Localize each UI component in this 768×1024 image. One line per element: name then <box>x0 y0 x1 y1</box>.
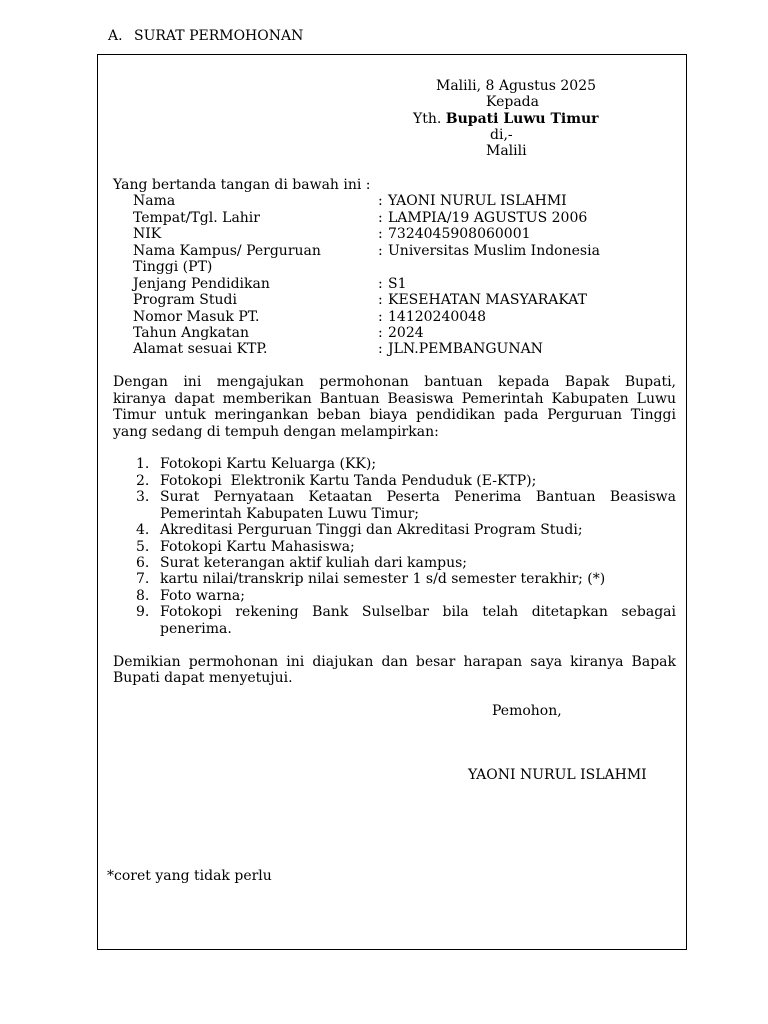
honorific: Yth. <box>413 110 442 127</box>
field-program <box>133 292 676 308</box>
field-label: Nomor Masuk PT. <box>133 308 260 325</box>
recipient-city: Malili <box>486 143 527 160</box>
list-item <box>136 539 676 555</box>
field-separator: : <box>378 324 383 341</box>
list-item-number: 1. <box>136 456 150 473</box>
field-name <box>133 193 676 209</box>
section-title: SURAT PERMOHONAN <box>134 28 304 44</box>
list-item-text: Surat keterangan aktif kuliah dari kampus; <box>160 555 467 572</box>
field-label: Jenjang Pendidikan <box>133 275 270 292</box>
field-value: Universitas Muslim Indonesia <box>388 242 600 259</box>
field-label: Nama <box>133 193 176 210</box>
recipient-line <box>98 111 686 127</box>
list-item <box>136 489 676 522</box>
intro-line: Yang bertanda tangan di bawah ini : <box>113 177 371 193</box>
field-address <box>133 341 676 357</box>
letter-body <box>113 177 676 719</box>
field-label: Program Studi <box>133 292 237 309</box>
field-value: YAONI NURUL ISLAHMI <box>388 193 567 210</box>
paragraph-line: yang sedang di tempuh dengan melampirkan: <box>113 423 439 440</box>
applicant-fields <box>113 193 676 357</box>
signature-name: YAONI NURUL ISLAHMI <box>468 767 647 783</box>
closing-paragraph <box>113 654 676 687</box>
list-item <box>136 571 676 587</box>
field-separator: : <box>378 242 383 259</box>
field-nik <box>133 226 676 242</box>
field-value: 2024 <box>388 324 424 341</box>
field-year <box>133 325 676 341</box>
list-item-number: 9. <box>136 604 150 621</box>
field-level <box>133 276 676 292</box>
list-item-number: 7. <box>136 571 150 588</box>
footnote: *coret yang tidak perlu <box>107 868 272 884</box>
place-date: Malili, 8 Agustus 2025 <box>436 78 597 94</box>
paragraph-line: Demikian permohonan ini diajukan dan besar harapan saya kiranya Bapak <box>113 653 676 670</box>
list-item-number: 8. <box>136 587 150 604</box>
letter-header <box>98 78 686 159</box>
signature-label: Pemohon, <box>492 702 562 719</box>
paragraph-line: Bupati dapat menyetujui. <box>113 670 293 687</box>
paragraph-line: kiranya dapat memberikan Bantuan Beasiswa Pemerintah Kabupaten Luwu <box>113 390 676 407</box>
list-item-text: Fotokopi Elektronik Kartu Tanda Penduduk (E-KTP); <box>160 472 537 489</box>
list-item-number: 4. <box>136 522 150 539</box>
section-label: A. <box>108 28 123 44</box>
field-label: Tempat/Tgl. Lahir <box>133 209 260 226</box>
field-value: JLN.PEMBANGUNAN <box>388 341 543 358</box>
request-paragraph <box>113 374 676 440</box>
field-separator: : <box>378 226 383 243</box>
recipient-at: di,- <box>490 126 513 143</box>
field-campus <box>133 243 676 276</box>
blank-line <box>113 687 676 703</box>
field-separator: : <box>378 341 383 358</box>
list-item-text: Surat Pernyataan Ketaatan Peserta Penerima Bantuan Beasiswa Pemerintah Kabupaten Luwu Timur; <box>160 489 676 522</box>
field-label: NIK <box>133 226 162 243</box>
list-item-text: Fotokopi rekening Bank Sulselbar bila telah ditetapkan sebagai penerima. <box>160 604 676 637</box>
addressee: Bupati Luwu Timur <box>445 110 599 127</box>
paragraph-line: Timur untuk meringankan beban biaya pendidikan pada Perguruan Tinggi <box>113 407 676 424</box>
list-item-number: 2. <box>136 472 150 489</box>
section-heading <box>108 28 303 44</box>
field-value: LAMPIA/19 AGUSTUS 2006 <box>388 209 588 226</box>
blank-line <box>113 440 676 456</box>
list-item <box>136 473 676 489</box>
list-item-number: 3. <box>136 489 150 506</box>
list-item <box>136 522 676 538</box>
list-item <box>136 588 676 604</box>
field-label: Tahun Angkatan <box>133 324 250 341</box>
attachment-list <box>113 456 676 637</box>
blank-line <box>113 358 676 374</box>
field-value: 7324045908060001 <box>388 226 531 243</box>
list-item-number: 6. <box>136 555 150 572</box>
field-value: S1 <box>388 275 407 292</box>
list-item <box>136 456 676 472</box>
field-label: Alamat sesuai KTP. <box>133 341 268 358</box>
recipient-intro: Kepada <box>486 94 539 111</box>
list-item-text: kartu nilai/transkrip nilai semester 1 s/d semester terakhir; (*) <box>160 571 606 588</box>
list-item-text: Fotokopi Kartu Keluarga (KK); <box>160 456 377 473</box>
list-item-text: Foto warna; <box>160 587 245 604</box>
field-separator: : <box>378 308 383 325</box>
field-value: 14120240048 <box>388 308 486 325</box>
field-student-number <box>133 309 676 325</box>
list-item <box>136 555 676 571</box>
paragraph-line: Dengan ini mengajukan permohonan bantuan kepada Bapak Bupati, <box>113 374 676 391</box>
field-separator: : <box>378 292 383 309</box>
field-label: Nama Kampus/ Perguruan Tinggi (PT) <box>133 242 321 276</box>
blank-line <box>113 637 676 653</box>
field-separator: : <box>378 193 383 210</box>
field-separator: : <box>378 209 383 226</box>
list-item-text: Akreditasi Perguruan Tinggi dan Akreditasi Program Studi; <box>160 522 583 539</box>
field-birth <box>133 210 676 226</box>
field-separator: : <box>378 275 383 292</box>
list-item-number: 5. <box>136 538 150 555</box>
field-value: KESEHATAN MASYARAKAT <box>388 292 587 309</box>
list-item <box>136 604 676 637</box>
list-item-text: Fotokopi Kartu Mahasiswa; <box>160 538 355 555</box>
letter-box <box>97 54 687 950</box>
